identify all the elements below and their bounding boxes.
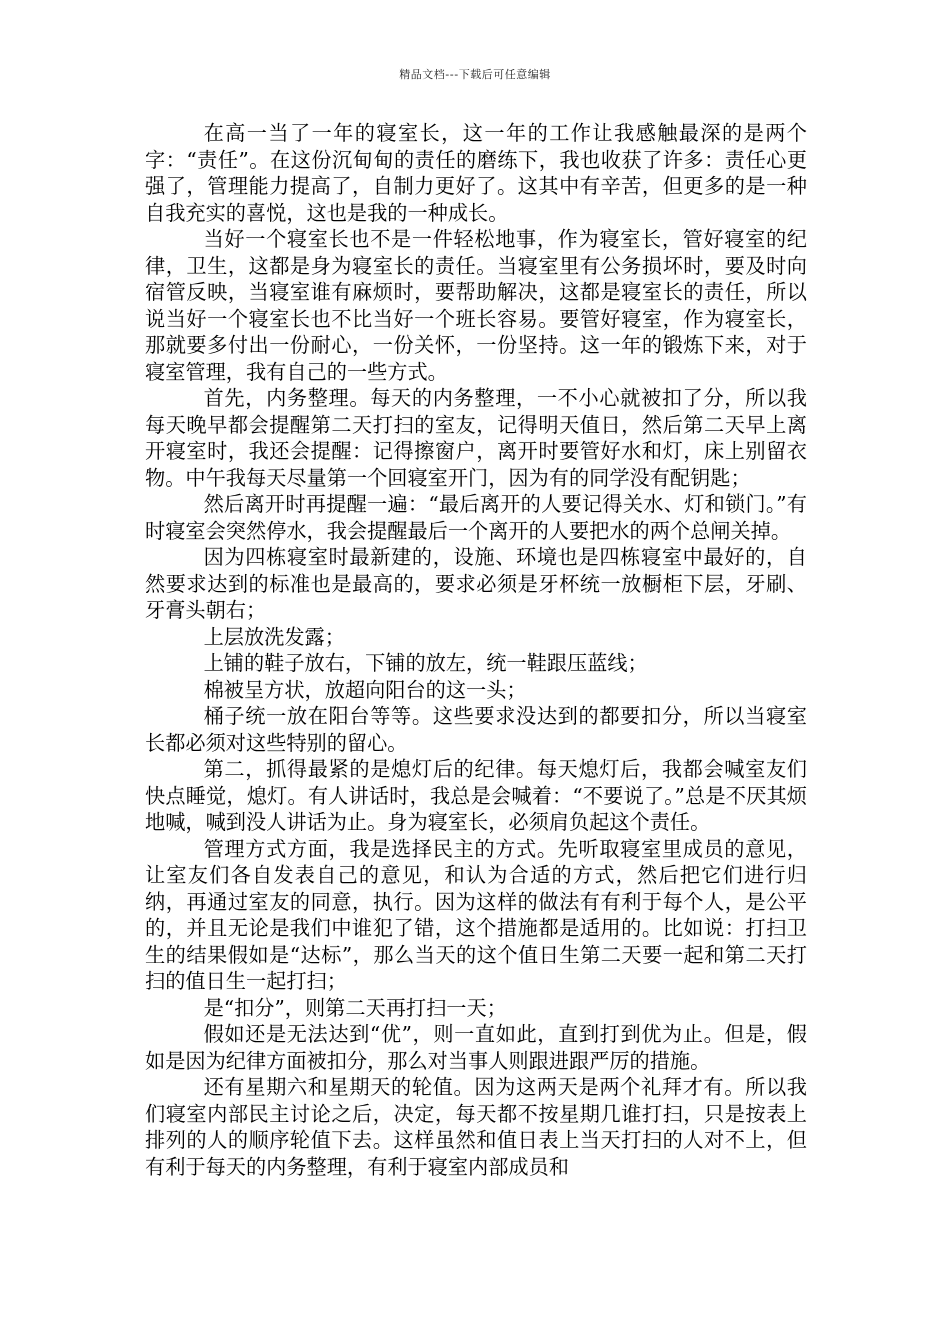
paragraph: 因为四栋寝室时最新建的，设施、环境也是四栋寝室中最好的，自然要求达到的标准也是最高的，要求必须是牙杯统一放橱柜下层，牙刷、牙膏头朝右； [145,545,807,622]
paragraph: 上层放洗发露； [203,624,345,649]
paragraph: 当好一个寝室长也不是一件轻松地事，作为寝室长，管好寝室的纪律，卫生，这都是身为寝室长的责任。当寝室里有公务损坏时，要及时向宿管反映，当寝室谁有麻烦时，要帮助解决，这都是寝室长的责任，所以说当好一个寝室长也不比当好一个班长容易。要管好寝室，作为寝室长，那就要多付出一份耐心，一份关怀，一份坚持。这一年的锻炼下来，对于寝室管理，我有自己的一些方式。 [145,227,807,384]
paragraph: 还有星期六和星期天的轮值。因为这两天是两个礼拜才有。所以我们寝室内部民主讨论之后，决定，每天都不按星期几谁打扫，只是按表上排列的人的顺序轮值下去。这样虽然和值日表上当天打扫的人对不上，但有利于每天的内务整理，有利于寝室内部成员和 [145,1075,807,1179]
paragraph: 假如还是无法达到“优”，则一直如此，直到打到优为止。但是，假如是因为纪律方面被扣分，那么对当事人则跟进跟严厉的措施。 [145,1022,807,1073]
paragraph: 上铺的鞋子放右，下铺的放左，统一鞋跟压蓝线； [203,651,648,675]
paragraph: 然后离开时再提醒一遍：“最后离开的人要记得关水、灯和锁门。”有时寝室会突然停水，我会提醒最后一个离开的人要把水的两个总闸关掉。 [145,492,807,543]
document-body [145,120,807,1180]
paragraph: 在高一当了一年的寝室长，这一年的工作让我感触最深的是两个字：“责任”。在这份沉甸甸的责任的磨练下，我也收获了许多：责任心更强了，管理能力提高了，自制力更好了。这其中有辛苦，但更多的是一种自我充实的喜悦，这也是我的一种成长。 [145,121,807,225]
page-header: 精品文档---下载后可任意编辑 [399,68,551,81]
paragraph: 是“扣分”，则第二天再打扫一天； [203,995,507,1020]
paragraph: 棉被呈方状，放超向阳台的这一头； [203,677,527,702]
paragraph: 第二，抓得最紧的是熄灯后的纪律。每天熄灯后，我都会喊室友们快点睡觉，熄灯。有人讲话时，我总是会喊着：“不要说了。”总是不厌其烦地喊，喊到没人讲话为止。身为寝室长，必须肩负起这个责任。 [145,757,807,834]
paragraph: 首先，内务整理。每天的内务整理，一不小心就被扣了分，所以我每天晚早都会提醒第二天打扫的室友，记得明天值日，然后第二天早上离开寝室时，我还会提醒：记得擦窗户，离开时要管好水和灯，床上别留衣物。中午我每天尽量第一个回寝室开门，因为有的同学没有配钥匙； [145,386,807,490]
paragraph: 管理方式方面，我是选择民主的方式。先听取寝室里成员的意见，让室友们各自发表自己的意见，和认为合适的方式，然后把它们进行归纳，再通过室友的同意，执行。因为这样的做法有有利于每个人，是公平的，并且无论是我们中谁犯了错，这个措施都是适用的。比如说：打扫卫生的结果假如是“达标”，那么当天的这个值日生第二天要一起和第二天打扫的值日生一起打扫； [145,836,807,993]
paragraph: 桶子统一放在阳台等等。这些要求没达到的都要扣分，所以当寝室长都必须对这些特别的留心。 [145,704,807,755]
